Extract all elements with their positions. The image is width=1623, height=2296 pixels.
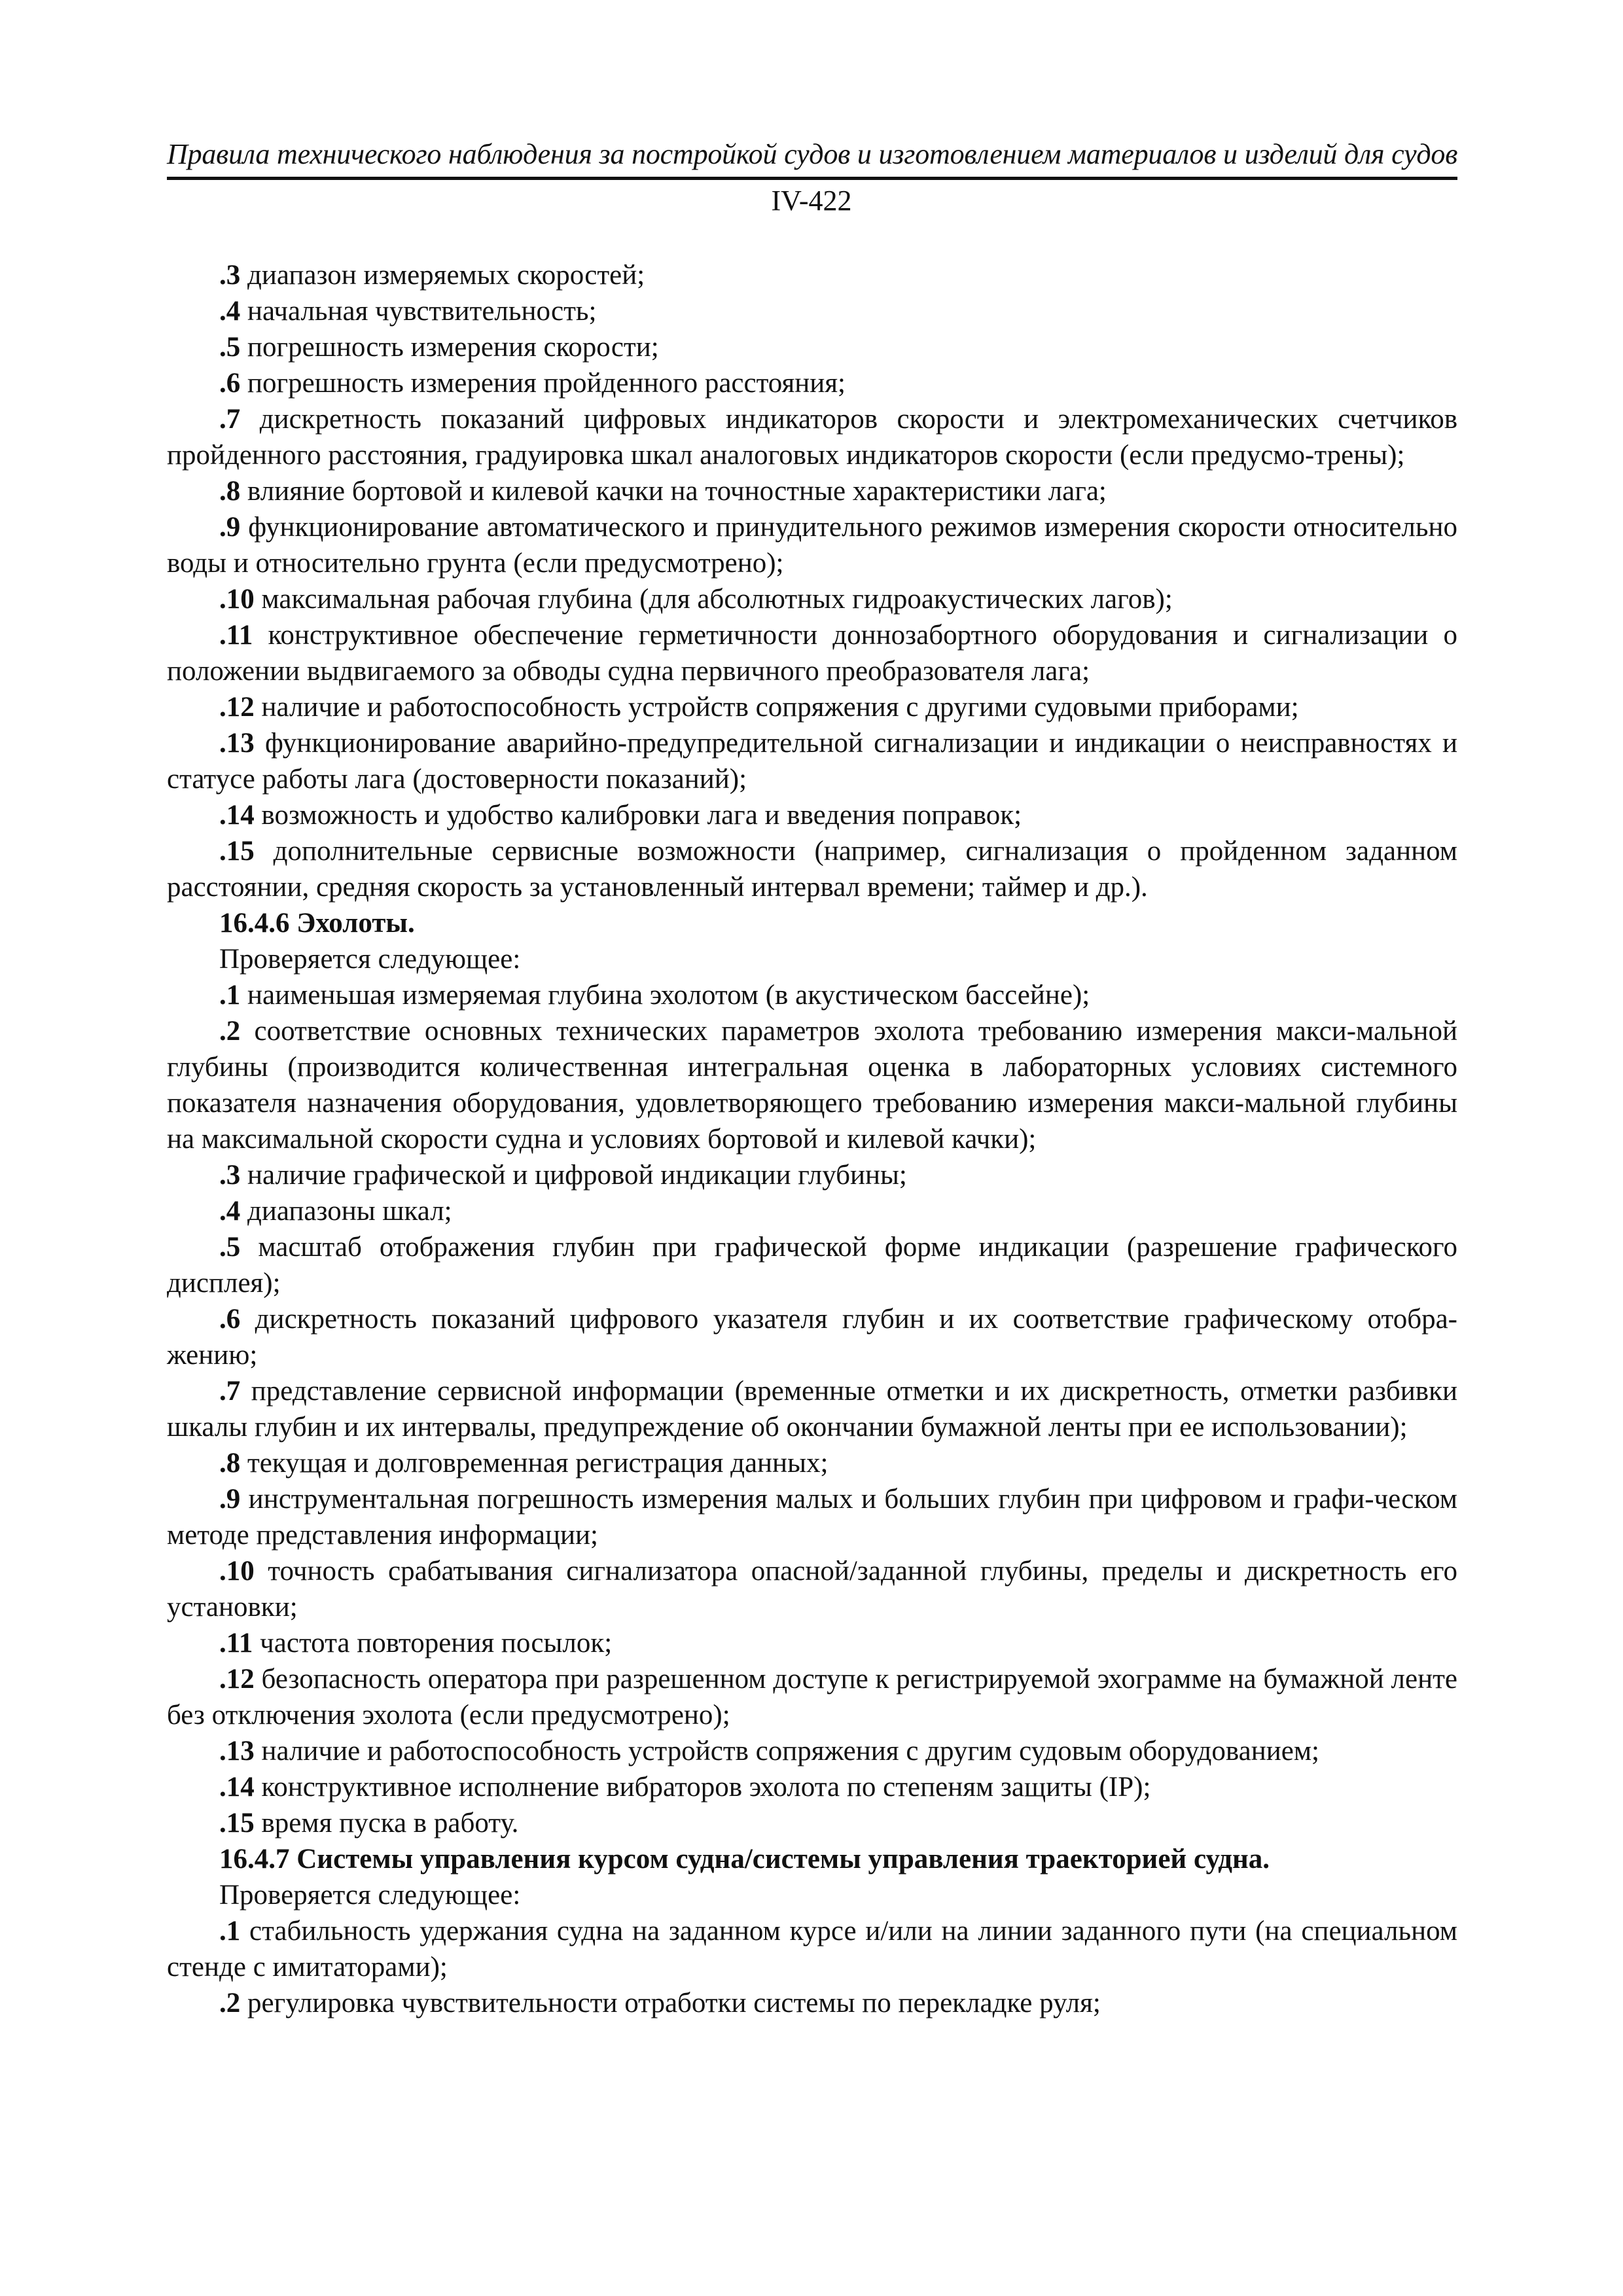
list-item (167, 1301, 1457, 1373)
list-item-text: дополнительные сервисные возможности (например, сигнализация о пройденном заданном расстоянии, средняя скорость за установленный интервал времени; таймер и др.). (167, 836, 1457, 903)
list-item-number: .8 (219, 476, 241, 507)
list-item-number: .10 (219, 584, 255, 615)
list-item (167, 1985, 1457, 2021)
list-item-text: наличие и работоспособность устройств сопряжения с другими судовыми приборами; (254, 692, 1299, 723)
list-item-text: влияние бортовой и килевой качки на точностные характеристики лага; (240, 476, 1107, 507)
list-item (167, 1373, 1457, 1445)
list-item (167, 1733, 1457, 1769)
list-item (167, 509, 1457, 581)
list-item (167, 1625, 1457, 1661)
list-item-text: погрешность измерения пройденного расстояния; (240, 368, 846, 399)
list-item-text: возможность и удобство калибровки лага и введения поправок; (254, 800, 1022, 831)
list-item-text: дискретность показаний цифрового указателя глубин и их соответствие графическому отобра-жению; (167, 1304, 1457, 1371)
list-item-number: .4 (219, 296, 241, 327)
list-item-number: .4 (219, 1196, 241, 1227)
list-item-number: .3 (219, 260, 241, 291)
list-item-number: .5 (219, 332, 241, 363)
list-item-text: время пуска в работу. (254, 1808, 519, 1839)
list-item (167, 401, 1457, 473)
section-heading-text: 16.4.7 Системы управления курсом судна/системы управления траекторией судна. (219, 1844, 1270, 1874)
list-item (167, 1193, 1457, 1229)
list-item-text: стабильность удержания судна на заданном курсе и/или на линии заданного пути (на специальном стенде с имитаторами); (167, 1916, 1457, 1982)
list-item (167, 1553, 1457, 1625)
list-item-text: конструктивное обеспечение герметичности доннозабортного оборудования и сигнализации о положении выдвигаемого за обводы судна первичного преобразователя лага; (167, 620, 1457, 687)
list-item-number: .6 (219, 1304, 241, 1335)
intro-line-text: Проверяется следующее: (219, 944, 521, 975)
list-item-text: представление сервисной информации (временные отметки и их дискретность, отметки разбивки шкалы глубин и их интервалы, предупреждение об окончании бумажной ленты при ее использовании); (167, 1376, 1457, 1443)
list-item-number: .2 (219, 1988, 241, 2018)
list-item-text: инструментальная погрешность измерения малых и больших глубин при цифровом и графи-ческом методе представления информации; (167, 1484, 1457, 1551)
list-item (167, 977, 1457, 1013)
list-item-number: .5 (219, 1232, 241, 1263)
list-item (167, 1481, 1457, 1553)
list-item-number: .9 (219, 1484, 241, 1515)
list-item (167, 1445, 1457, 1481)
list-item (167, 833, 1457, 905)
list-item-number: .1 (219, 1916, 241, 1946)
list-item-number: .8 (219, 1448, 241, 1479)
list-item-text: функционирование автоматического и принудительного режимов измерения скорости относительно воды и относительно грунта (если предусмотрено); (167, 512, 1457, 579)
list-item (167, 293, 1457, 329)
list-item-number: .15 (219, 1808, 255, 1839)
list-item (167, 797, 1457, 833)
list-item (167, 257, 1457, 293)
list-item-number: .10 (219, 1556, 255, 1587)
page-number: IV-422 (771, 185, 852, 217)
list-item-text: диапазоны шкал; (240, 1196, 452, 1227)
list-item-text: дискретность показаний цифровых индикаторов скорости и электромеханических счетчиков пройденного расстояния, градуировка шкал аналоговых индикаторов скорости (если предусмо-трены); (167, 404, 1457, 471)
list-item (167, 617, 1457, 689)
section-heading (167, 905, 1457, 941)
list-item (167, 1805, 1457, 1841)
intro-line-text: Проверяется следующее: (219, 1880, 521, 1910)
list-item-text: максимальная рабочая глубина (для абсолютных гидроакустических лагов); (254, 584, 1173, 615)
list-item-text: начальная чувствительность; (240, 296, 597, 327)
list-item-text: наличие и работоспособность устройств сопряжения с другим судовым оборудованием; (254, 1736, 1319, 1767)
header-divider (167, 177, 1457, 180)
list-item (167, 329, 1457, 365)
list-item-number: .9 (219, 512, 241, 543)
list-item-number: .11 (219, 1628, 253, 1659)
list-item-text: точность срабатывания сигнализатора опасной/заданной глубины, пределы и дискретность его установки; (167, 1556, 1457, 1623)
list-item (167, 581, 1457, 617)
list-item-number: .12 (219, 692, 255, 723)
list-item-number: .6 (219, 368, 241, 399)
list-item-text: частота повторения посылок; (253, 1628, 613, 1659)
list-item (167, 365, 1457, 401)
list-item-number: .1 (219, 980, 241, 1011)
list-item (167, 1913, 1457, 1985)
list-item (167, 1229, 1457, 1301)
list-item-number: .13 (219, 1736, 255, 1767)
list-item-number: .13 (219, 728, 255, 759)
list-item-text: текущая и долговременная регистрация данных; (240, 1448, 829, 1479)
section-heading-text: 16.4.6 Эхолоты. (219, 908, 415, 939)
intro-line (167, 1877, 1457, 1913)
list-item (167, 1661, 1457, 1733)
page-header-title: Правила технического наблюдения за постройкой судов и изготовлением материалов и изделий для судов (167, 138, 1458, 170)
document-body (167, 257, 1457, 2021)
list-item (167, 473, 1457, 509)
list-item-text: наименьшая измеряемая глубина эхолотом (в акустическом бассейне); (240, 980, 1090, 1011)
list-item-number: .15 (219, 836, 255, 867)
list-item-number: .2 (219, 1016, 241, 1047)
list-item-number: .11 (219, 620, 253, 651)
list-item (167, 689, 1457, 725)
list-item-number: .14 (219, 800, 255, 831)
list-item-number: .14 (219, 1772, 255, 1803)
list-item-text: безопасность оператора при разрешенном доступе к регистрируемой эхограмме на бумажной ленте без отключения эхолота (если предусмотрено); (167, 1664, 1457, 1731)
list-item-text: соответствие основных технических параметров эхолота требованию измерения макси-мальной глубины (производится количественная интегральная оценка в лабораторных условиях системного показателя назначения оборудования, удовлетворяющего требованию измерения макси-мальной глубины на максимальной скорости судна и условиях бортовой и килевой качки); (167, 1016, 1457, 1155)
list-item-number: .7 (219, 1376, 241, 1407)
list-item (167, 1157, 1457, 1193)
list-item-number: .12 (219, 1664, 255, 1695)
list-item (167, 725, 1457, 797)
list-item (167, 1013, 1457, 1157)
list-item-text: погрешность измерения скорости; (240, 332, 659, 363)
list-item-text: регулировка чувствительности отработки системы по перекладке руля; (240, 1988, 1101, 2018)
list-item (167, 1769, 1457, 1805)
list-item-text: конструктивное исполнение вибраторов эхолота по степеням защиты (IP); (254, 1772, 1151, 1803)
list-item-number: .3 (219, 1160, 241, 1191)
list-item-text: масштаб отображения глубин при графической форме индикации (разрешение графического дисплея); (167, 1232, 1457, 1299)
list-item-text: наличие графической и цифровой индикации глубины; (240, 1160, 907, 1191)
section-heading (167, 1841, 1457, 1877)
intro-line (167, 941, 1457, 977)
list-item-number: .7 (219, 404, 241, 435)
list-item-text: диапазон измеряемых скоростей; (240, 260, 645, 291)
list-item-text: функционирование аварийно-предупредительной сигнализации и индикации о неисправностях и статусе работы лага (достоверности показаний); (167, 728, 1457, 795)
